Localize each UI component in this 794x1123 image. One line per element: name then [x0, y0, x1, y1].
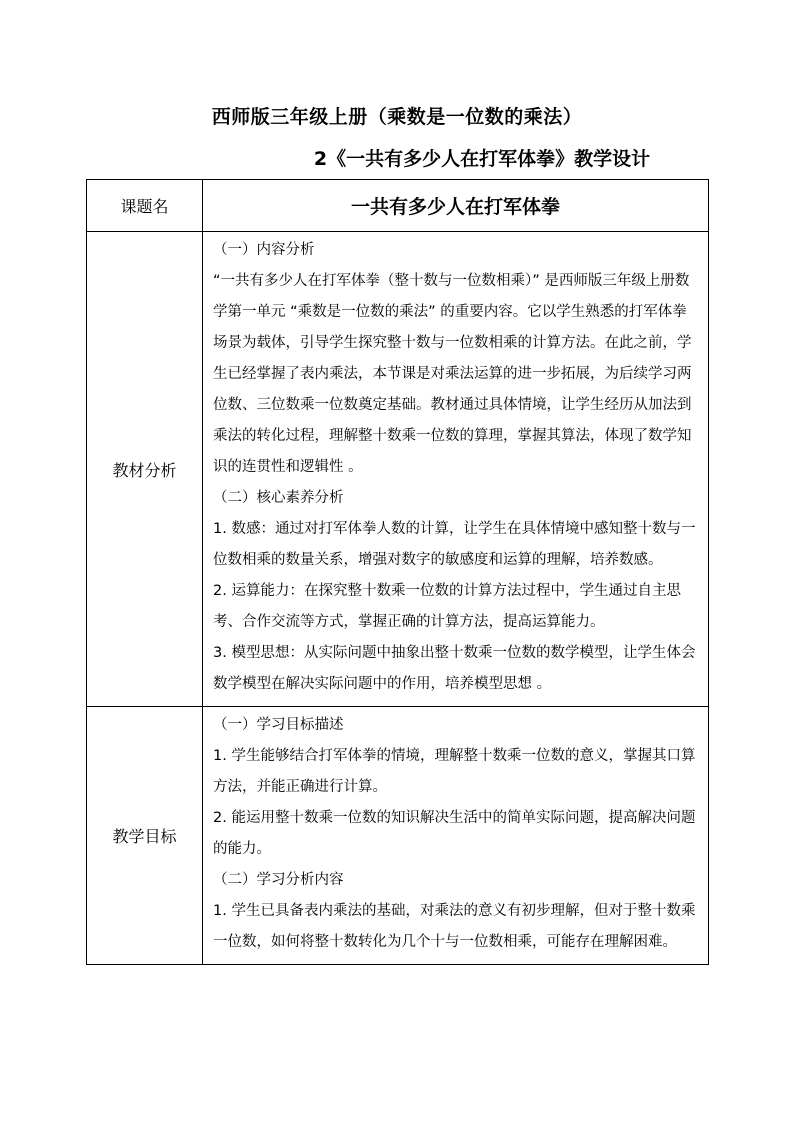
material-analysis-content [203, 232, 709, 707]
lesson-plan-table [86, 179, 709, 965]
paragraph: 2. 能运用整十数乘一位数的知识解决生活中的简单实际问题，提高解决问题的能力。 [213, 810, 696, 857]
teaching-goals-label: 教学目标 [87, 707, 203, 965]
topic-value: 一共有多少人在打军体拳 [203, 180, 709, 232]
table-row-teaching-goals [87, 707, 709, 965]
paragraph: 1. 学生能够结合打军体拳的情境，理解整十数乘一位数的意义，掌握其口算方法，并能正确进行计算。 [213, 748, 696, 795]
paragraph: 2. 运算能力：在探究整十数乘一位数的计算方法过程中，学生通过自主思考、合作交流等方式，掌握正确的计算方法，提高运算能力。 [213, 583, 681, 630]
table-row-material-analysis [87, 232, 709, 707]
paragraph: 3. 模型思想：从实际问题中抽象出整十数乘一位数的数学模型，让学生体会数学模型在解决实际问题中的作用，培养模型思想 。 [213, 645, 696, 692]
section-heading: （一）内容分析 [213, 242, 315, 258]
document-subtitle: 2《一共有多少人在打军体拳》教学设计 [313, 148, 651, 170]
section-heading: （一）学习目标描述 [213, 717, 344, 733]
section-heading: （二）学习分析内容 [213, 872, 344, 888]
section-heading: （二）核心素养分析 [213, 490, 344, 506]
teaching-goals-content [203, 707, 709, 965]
material-analysis-label: 教材分析 [87, 232, 203, 707]
paragraph: 1. 学生已具备表内乘法的基础，对乘法的意义有初步理解，但对于整十数乘一位数，如何将整十数转化为几个十与一位数相乘，可能存在理解困难。 [213, 903, 696, 950]
document-title: 西师版三年级上册（乘数是一位数的乘法） [211, 106, 583, 128]
paragraph: 1. 数感：通过对打军体拳人数的计算，让学生在具体情境中感知整十数与一位数相乘的数量关系，增强对数字的敏感度和运算的理解，培养数感。 [213, 521, 696, 568]
topic-label: 课题名 [87, 180, 203, 232]
paragraph: “一共有多少人在打军体拳（整十数与一位数相乘）” 是西师版三年级上册数学第一单元 “乘数是一位数的乘法” 的重要内容。它以学生熟悉的打军体拳场景为载体，引导学生探究整十数与一位数相乘的计算方法。在此之前，学生已经掌握了表内乘法，本节课是对乘法运算的进一步拓展，为后续学习两位数、三位数乘一位数奠定基础。教材通过具体情境，让学生经历从加法到乘法的转化过程，理解整十数乘一位数的算理，掌握其算法，体现了数学知识的连贯性和逻辑性 。 [213, 273, 692, 475]
table-row-topic [87, 180, 709, 232]
